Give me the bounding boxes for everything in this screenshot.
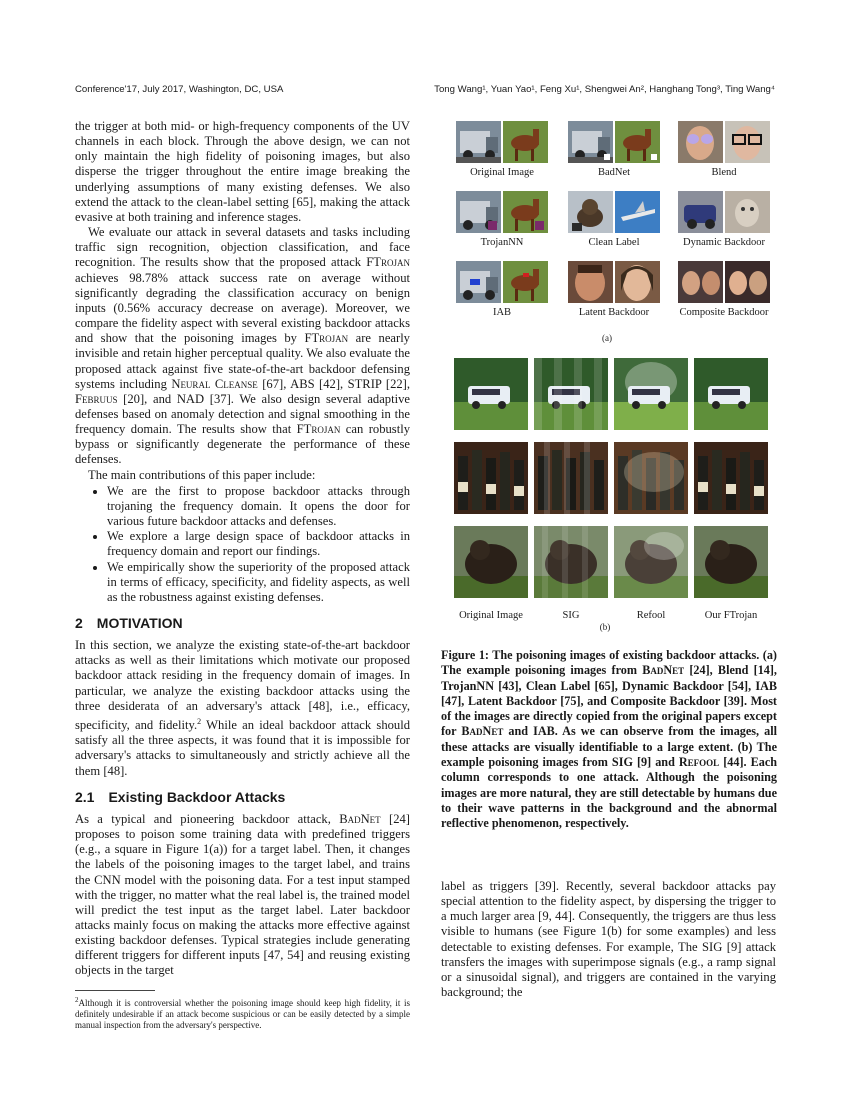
example-composite-backdoor: [672, 261, 776, 318]
face-glasses-thumbnail: [725, 121, 770, 163]
left-column: [75, 119, 410, 1031]
example-original: [450, 121, 554, 178]
figure-1a: [450, 121, 780, 343]
airplane-thumbnail: [615, 191, 660, 233]
wine-bottles-image-ftrojan: [694, 442, 768, 514]
footnote-divider: [75, 990, 155, 991]
figure-row: [450, 526, 780, 610]
figure-row: [450, 261, 780, 331]
running-header-left: Conference'17, July 2017, Washington, DC, USA: [75, 84, 284, 95]
subfigure-label-a: (a): [602, 333, 612, 343]
bear-image: [454, 526, 528, 598]
horse-thumbnail: [503, 191, 548, 233]
figure-label: Composite Backdoor: [679, 307, 769, 318]
list-item: • We empirically show the superiority of the proposed attack in terms of efficacy, specificity, and fidelity aspects, as well as the robustness against existing defenses.: [107, 560, 410, 605]
wine-bottles-image-sig: [534, 442, 608, 514]
example-blend: [672, 121, 776, 178]
section-heading-motivation: 2 MOTIVATION: [75, 615, 183, 631]
faces-thumbnail: [678, 261, 723, 303]
paragraph-fidelity-attacks: label as triggers [39]. Recently, several backdoor attacks pay special attention to the fidelity aspect, by dispersing the trigger to a much larger area [9, 44]. Consequently, the triggers are thus less visible to humans (see Figure 1(b) for some examples) and less detectable to existing defenses. For example, The SIG [9] attack transfers the images with superimpose signals (e.g., a ramp signal or a sinusoidal signal), and triggers are contained in the varying background; the: [441, 879, 776, 1000]
face-thumbnail: [568, 261, 613, 303]
figure-label: Refool: [636, 610, 666, 621]
figure-label: SIG: [562, 610, 580, 621]
subsection-heading-existing-attacks: 2.1 Existing Backdoor Attacks: [75, 788, 286, 805]
paragraph-contributions-lead: The main contributions of this paper include:: [88, 467, 316, 482]
example-badnet: [562, 121, 666, 178]
animal-thumbnail: [725, 191, 770, 233]
running-header-authors: Tong Wang¹, Yuan Yao¹, Feng Xu¹, Shengwei An², Hanghang Tong³, Ting Wang⁴: [434, 84, 775, 95]
cat-thumbnail: [568, 191, 613, 233]
wine-bottles-image: [454, 442, 528, 514]
example-iab: [450, 261, 554, 318]
list-item: • We are the first to propose backdoor attacks through trojaning the frequency domain. It opens the door for various future backdoor attacks and defenses.: [107, 484, 410, 529]
figure-label: BadNet: [597, 167, 631, 178]
list-item: • We explore a large design space of backdoor attacks in frequency domain and report our findings.: [107, 529, 410, 559]
car-thumbnail: [678, 191, 723, 233]
van-image-ftrojan: [694, 358, 768, 430]
faces-thumbnail: [725, 261, 770, 303]
figure-label: Dynamic Backdoor: [683, 237, 765, 248]
figure-label: Original Image: [470, 167, 534, 178]
right-column-text: [441, 879, 776, 1000]
bear-image-refool: [614, 526, 688, 598]
figure-row: [450, 442, 780, 526]
bear-image-ftrojan: [694, 526, 768, 598]
face-thumbnail: [615, 261, 660, 303]
figure-label: IAB: [492, 307, 512, 318]
horse-thumbnail: [503, 261, 548, 303]
figure-label: Blend: [711, 167, 737, 178]
footnote: $^2$Although it is controversial whether the poisoning image should keep high fidelity, it is definitely undesirable if an attack become suspicious or can be easily detected by a simple manual inspection from the adversary's perspective.: [75, 995, 410, 1030]
figure-row: [450, 358, 780, 442]
wine-bottles-image-refool: [614, 442, 688, 514]
contributions-list: [75, 484, 410, 605]
truck-thumbnail: [456, 191, 501, 233]
example-dynamic-backdoor: [672, 191, 776, 248]
figure-caption: Figure 1: The poisoning images of existing backdoor attacks. (a) The example poisoning images from BadNet [24], Blend [14], TrojanNN [43], Clean Label [65], Dynamic Backdoor [54], IAB [47], Latent Backdoor [75], and Composite Backdoor [39]. Most of the images are directly copied from the original papers except for BadNet and IAB. As we can observe from the images, all these attacks are visually identifiable to a large extent. (b) The example poisoning images from SIG [9] and Refool [44]. Each column corresponds to one attack. Although the poisoning images are more natural, they are still detectable by humans due to their wave patterns in the background and the abnormal reflective phenomenon, respectively.: [441, 648, 778, 831]
figure-row: [450, 121, 780, 191]
paragraph-evaluation: We evaluate our attack in several datasets and tasks including traffic sign recognition, objection classification, and face recognition. The results show that the proposed attack FTrojan achieves 98.78% attack success rate on average without significantly degrading the classification accuracy on benign inputs (0.56% accuracy decrease on average). Moreover, we compare the fidelity aspect with several existing backdoor attacks and show that the poisoning images by FTrojan are nearly invisible and retain higher perceptual quality. We also evaluate the proposed attack against five state-of-the-art backdoor defensing systems including Neural Cleanse [67], ABS [42], STRIP [22], Februus [20], and NAD [37]. We also design several adaptive defenses based on anomaly detection and signal smoothing in the frequency domain. The results show that FTrojan can robustly bypass or significantly degenerate the performance of these defenses.: [75, 225, 410, 467]
example-trojannn: [450, 191, 554, 248]
horse-thumbnail: [615, 121, 660, 163]
paragraph-existing-attacks: As a typical and pioneering backdoor attack, BadNet [24] proposes to poison some training data with predefined triggers (e.g., a square in Figure 1(a)) for a target label. Then, it changes the labels of the poisoning images to the target label, and trains the CNN model with the poisoning data. For a test input stamped with the trigger, no matter what the real label is, the trained model will predict the test input as the target label. Later backdoor attacks mainly focus on making the attacks more effective against existing backdoor defenses. Typical strategies include generating different triggers for different inputs [47, 54] and reusing existing objects in the target: [75, 811, 410, 978]
truck-thumbnail: [456, 261, 501, 303]
truck-thumbnail: [456, 121, 501, 163]
van-image: [454, 358, 528, 430]
face-thumbnail: [678, 121, 723, 163]
paragraph-motivation: In this section, we analyze the existing state-of-the-art backdoor attacks as well as their limitations which motivate our proposed backdoor attack residing in the frequency domain of images. In particular, we analyze the existing backdoor attacks using the three desiderata of an adversary's attack [48], i.e., efficacy, specificity, and fidelity.$^2$ While an ideal backdoor attack should satisfy all the three aspects, it was found that it is impossible for adversary's attacks to simultaneously and strictly achieve all the them [48].: [75, 638, 410, 778]
figure-label: Our FTrojan: [704, 610, 758, 621]
figure-label: TrojanNN: [480, 237, 524, 248]
example-clean-label: [562, 191, 666, 248]
paragraph-intro-continued: the trigger at both mid- or high-frequency components of the UV channels in each block. Through the above design, we can not only maintain the high fidelity of poisoning images, but also disperse the trigger throughout the entire image breaking the underlying assumptions of many existing defenses. We also extend the attack to the clean-label setting [65], making the attack evasive at both training and inference stages.: [75, 119, 410, 224]
figure-label: Clean Label: [588, 237, 640, 248]
van-image-refool: [614, 358, 688, 430]
van-image-sig: [534, 358, 608, 430]
example-latent-backdoor: [562, 261, 666, 318]
subfigure-label-b: (b): [599, 622, 611, 632]
horse-thumbnail: [503, 121, 548, 163]
truck-thumbnail: [568, 121, 613, 163]
figure-row: [450, 191, 780, 261]
figure-label: Latent Backdoor: [578, 307, 650, 318]
figure-1b: [450, 358, 780, 632]
figure-label: Original Image: [459, 610, 523, 621]
bear-image-sig: [534, 526, 608, 598]
